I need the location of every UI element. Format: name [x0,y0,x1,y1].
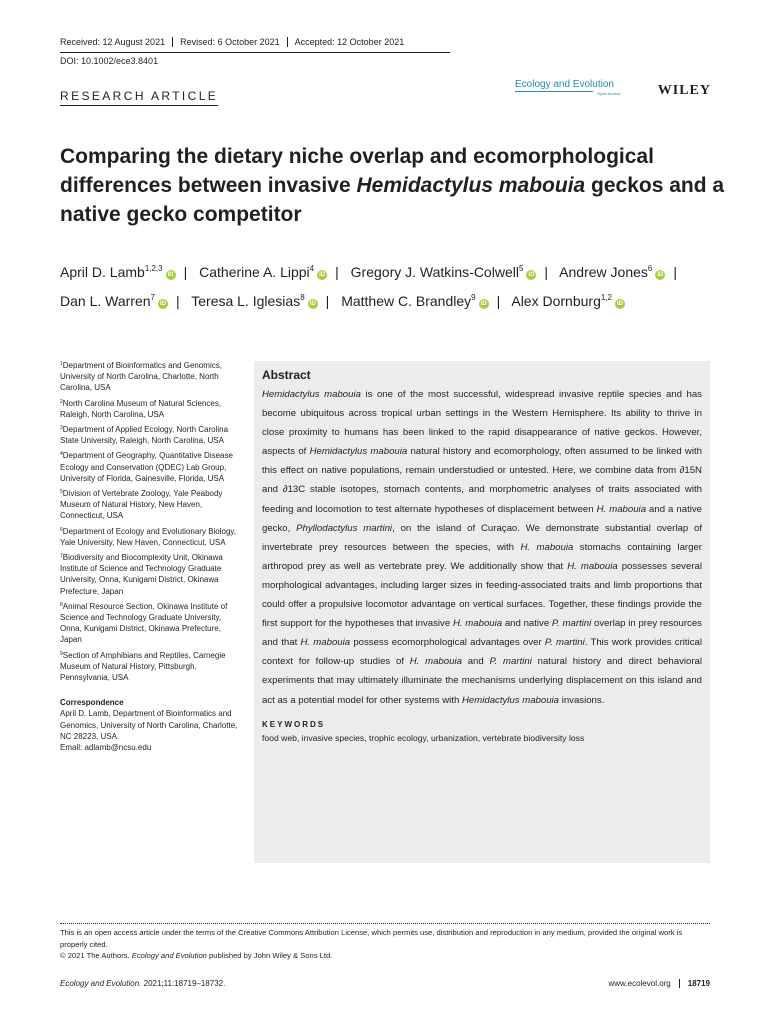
affiliation-text: Department of Geography, Quantitative Disease Ecology and Conservation (QDEC) Lab Group, University of Florida, Gainesville, Florida, USA [60,451,233,483]
abstract-text-segment: is one of the most successful, widespread invasive reptile species and has become ubiquitous across tropical urban settings in the Western Hemisphere. Its ability to thrive in close proximity to humans has been linked to the rapid disappearance of native geckos. However, aspects of [262,389,702,458]
citation [60,979,225,988]
citation-journal: Ecology and Evolution. [60,979,142,988]
abstract-text-segment: invasions. [559,694,605,706]
affiliation [60,397,242,420]
header-rule [60,52,450,53]
abstract-species-name: H. mabouia [452,618,503,630]
abstract-species-name: H. mabouia [300,637,351,649]
correspondence-email[interactable]: Email: adlamb@ncsu.edu [60,743,152,753]
orcid-icon[interactable]: iD [309,301,316,307]
publisher-logo: WILEY [657,83,711,98]
author-name: Andrew Jones [559,264,648,280]
abstract-text-segment: and a native gecko, [262,503,702,534]
affiliation-text: North Carolina Museum of Natural Sciences, Raleigh, North Carolina, USA [60,398,222,419]
orcid-icon[interactable]: iD [167,272,174,278]
author-affiliation-marker: 4 [309,264,315,273]
abstract-text-segment: natural history and ecomorphology, often assumed to be linked with this effect on native populations, remain understudied or untested. Here, we combine data from ∂15N and ∂13C stable isotopes, stomach contents, and morphometric analyses of traits associated with feeding and locomotion to test alternate hypotheses of displacement between [262,446,702,515]
affiliation-list [60,359,242,683]
abstract-text-segment: stomachs containing larger arthropod prey as well as vertebrate prey. We additionally show that [262,541,702,572]
copyright-line [60,950,710,962]
abstract-text-segment: and [461,656,490,668]
page-number: 18719 [679,979,710,988]
affiliation-number: 4 [60,451,63,458]
affiliation [60,600,242,646]
abstract-species-name: H. mabouia [596,503,647,515]
author-separator: | [496,293,501,309]
abstract-species-name: P. martini [489,656,532,668]
author-separator: | [544,264,549,280]
affiliation-number: 8 [60,601,63,608]
author-separator: | [183,264,188,280]
keywords-heading: KEYWORDS [262,719,326,729]
author-name: Alex Dornburg [511,293,601,309]
journal-url[interactable]: www.ecolevol.org [608,979,671,988]
author-list [60,256,720,314]
abstract-heading: Abstract [262,368,311,382]
author[interactable] [351,264,537,280]
affiliation-text: Section of Amphibians and Reptiles, Carnegie Museum of Natural History, Pittsburgh, Pennsylvania, USA [60,650,226,683]
license-text: This is an open access article under the terms of the Creative Commons Attribution License, which permits use, distribution and reproduction in any medium, provided the original work is properly cited. [60,928,683,949]
affiliations-column [60,359,242,753]
author-affiliation-marker: 5 [518,264,524,273]
abstract-species-name: H. mabouia [409,656,462,668]
orcid-icon[interactable]: iD [657,272,664,278]
citation-details: 2021;11:18719–18732. [141,979,226,988]
affiliation-text: Animal Resource Section, Okinawa Institute of Science and Technology Graduate University, Onna, Kunigami District, Okinawa Prefecture, Japan [60,601,228,645]
author-affiliation-marker: 6 [647,264,653,273]
affiliation [60,525,242,548]
author-name: Dan L. Warren [60,293,151,309]
author-separator: | [673,264,677,280]
author[interactable] [511,293,625,309]
affiliation [60,649,242,684]
abstract-text-segment: natural history and direct behavioral experiments that may ultimately illuminate the mechanisms underlying displacement on this island and act as a potential model for other systems with [262,656,703,706]
affiliation [60,449,242,484]
orcid-icon[interactable]: iD [319,272,326,278]
author-affiliation-marker: 7 [150,293,155,302]
title-species: Hemidactylus mabouia [356,174,586,197]
revised-date: Revised: 6 October 2021 [172,37,287,47]
orcid-icon[interactable]: iD [528,272,535,278]
abstract-text-segment: and native [502,618,552,630]
affiliation [60,359,242,394]
affiliation-number: 5 [60,489,63,496]
author[interactable] [60,293,168,309]
keywords-text: food web, invasive species, trophic ecology, urbanization, vertebrate biodiversity loss [262,732,585,743]
affiliation-number: 2 [60,398,63,405]
affiliation-number: 6 [60,526,63,533]
publication-dates [60,37,411,47]
article-title [60,142,730,229]
orcid-icon[interactable]: iD [159,301,166,307]
received-date: Received: 12 August 2021 [60,37,166,47]
footer-divider [60,923,710,924]
journal-logo[interactable] [515,79,711,103]
author-affiliation-marker: 8 [300,293,305,302]
correspondence-heading: Correspondence [60,698,124,708]
author-name: Catherine A. Lippi [199,264,310,280]
author-name: Matthew C. Brandley [341,293,472,309]
title-part-2: geckos and a native gecko competitor [60,174,725,226]
affiliation [60,423,242,446]
open-access-label: Open Access [597,91,621,96]
affiliation-number: 7 [60,553,63,560]
article-type: RESEARCH ARTICLE [60,89,218,106]
copyright-post: published by John Wiley & Sons Ltd. [206,951,333,960]
author-affiliation-marker: 1,2,3 [144,264,163,273]
footer-right [609,979,711,988]
accepted-date: Accepted: 12 October 2021 [287,37,412,47]
license-notice [60,927,710,962]
abstract-text-segment: possess ecomorphological advantages over [350,637,545,649]
author[interactable] [199,264,327,280]
author-name: Teresa L. Iglesias [191,293,301,309]
title-part-1: Comparing the dietary niche overlap and ecomorphological differences between invasive [60,145,654,197]
abstract-text-segment: possesses several morphological advantages, including larger sizes in feeding-associated traits and limb proportions that could offer a propulsive locomotor advantage on vertical surfaces. Together, these findings provide the first support for the hypotheses that invasive [262,560,702,630]
journal-underline [515,91,593,92]
affiliation-number: 9 [60,650,63,657]
affiliation-text: Department of Applied Ecology, North Carolina State University, Raleigh, North Carolina, USA [60,425,229,446]
abstract-species-name: Phyllodactylus martini [296,522,393,534]
abstract-text-segment: . This work provides critical context for follow-up studies of [262,637,702,668]
abstract-species-name: P. martini [551,618,592,630]
abstract-species-name: H. mabouia [567,560,618,572]
author[interactable] [559,264,665,280]
abstract-species-name: P. martini [544,637,585,649]
author-affiliation-marker: 1,2 [600,293,612,302]
author-affiliation-marker: 9 [471,293,476,302]
abstract-text-segment: , on the island of Curaçao. We demonstrate substantial overlap of invertebrate prey resources between the species, with [262,522,702,553]
affiliation [60,551,242,597]
affiliation-number: 1 [60,361,63,367]
copyright-journal: Ecology and Evolution [131,951,207,960]
abstract-species-name: Hemidactylus mabouia [309,446,408,458]
author-separator: | [175,293,180,309]
author[interactable] [191,293,317,309]
author-separator: | [335,264,339,280]
abstract-box [254,361,710,863]
abstract-text-segment: overlap in prey resources and that [262,618,702,649]
abstract-text [262,385,702,710]
affiliation-number: 3 [60,425,63,432]
correspondence-body: April D. Lamb, Department of Bioinformatics and Genomics, University of North Carolina, Charlotte, NC 28223, USA. [60,709,238,741]
affiliation-text: Department of Bioinformatics and Genomics, University of North Carolina, Charlotte, North Carolina, USA [60,361,222,393]
orcid-icon[interactable]: iD [480,301,487,307]
author[interactable] [341,293,488,309]
doi[interactable]: DOI: 10.1002/ece3.8401 [60,56,159,66]
author-name: April D. Lamb [60,264,145,280]
orcid-icon[interactable]: iD [616,301,623,307]
abstract-species-name: Hemidactylus mabouia [262,389,361,400]
affiliation [60,487,242,522]
copyright-pre: © 2021 The Authors. [60,951,132,960]
affiliation-text: Division of Vertebrate Zoology, Yale Peabody Museum of Natural History, New Haven, Connecticut, USA [60,489,223,521]
abstract-species-name: H. mabouia [520,541,574,553]
author-name: Gregory J. Watkins-Colwell [350,264,519,280]
journal-name: Ecology and Evolution [515,79,614,90]
abstract-species-name: Hemidactylus mabouia [461,694,560,706]
affiliation-text: Department of Ecology and Evolutionary Biology, Yale University, New Haven, Connecticut, USA [60,526,237,547]
author[interactable] [60,264,176,280]
author-separator: | [325,293,330,309]
affiliation-text: Biodiversity and Biocomplexity Unit, Okinawa Institute of Science and Technology Graduate University, Onna, Kunigami District, Okinawa Prefecture, Japan [60,553,223,596]
